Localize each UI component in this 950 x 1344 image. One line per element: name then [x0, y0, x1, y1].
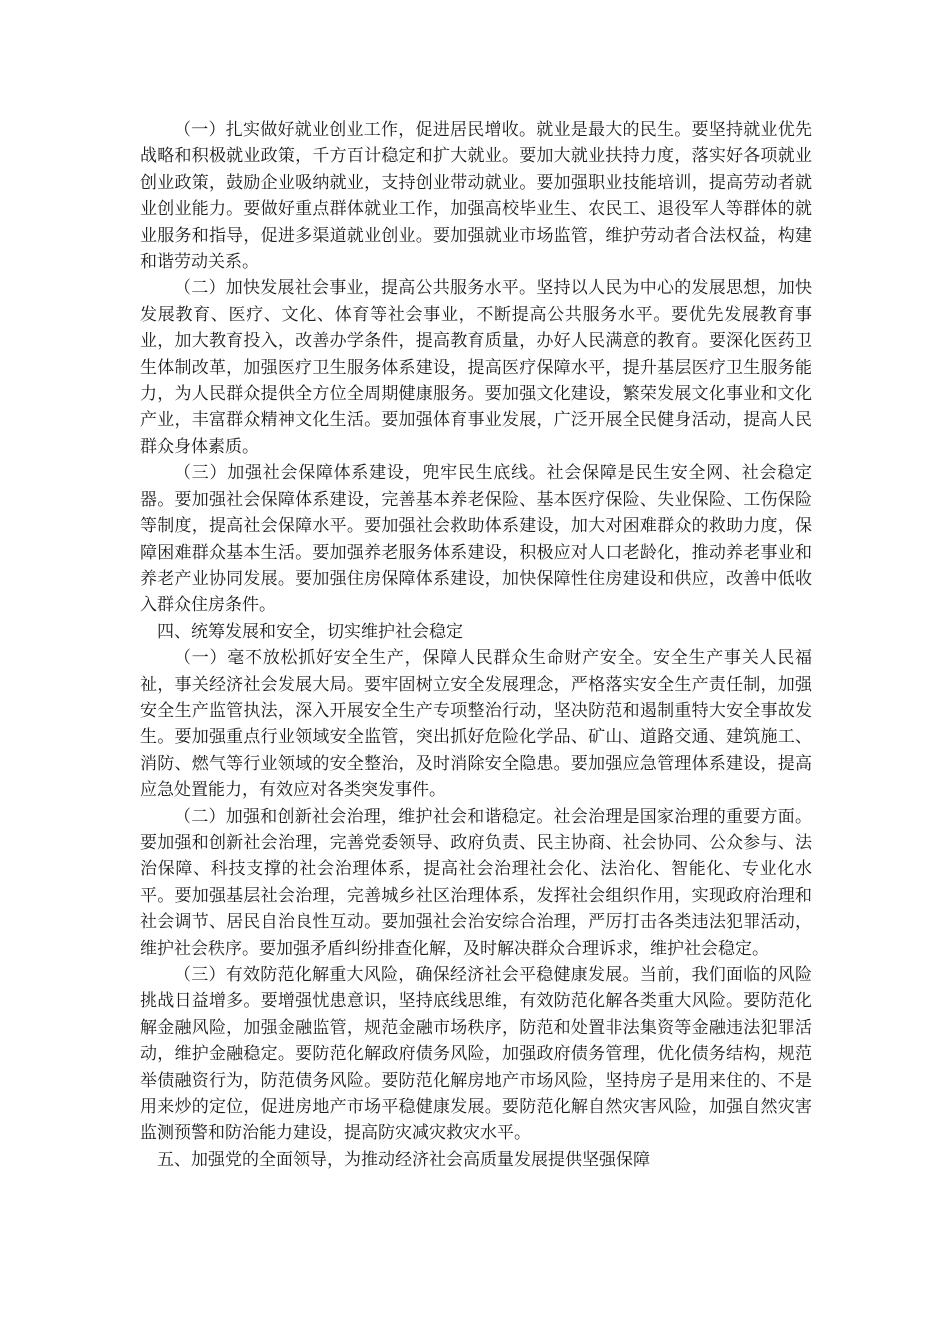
paragraph-work-safety: （一）毫不放松抓好安全生产，保障人民群众生命财产安全。安全生产事关人民福祉，事关经济社会发展大局。要牢固树立安全发展理念，严格落实安全生产责任制，加强安全生产监管执法，深入开展安全生产专项整治行动，坚决防范和遏制重特大安全事故发生。要加强重点行业领域安全监管，突出抓好危险化学品、矿山、道路交通、建筑施工、消防、燃气等行业领域的安全整治，及时消除安全隐患。要加强应急管理体系建设，提高应急处置能力，有效应对各类突发事件。 — [140, 648, 812, 801]
paragraph-social-services: （二）加快发展社会事业，提高公共服务水平。坚持以人民为中心的发展思想，加快发展教育、医疗、文化、体育等社会事业，不断提高公共服务水平。要优先发展教育事业，加大教育投入，改善办学条件，提高教育质量，办好人民满意的教育。要深化医药卫生体制改革，加强医疗卫生服务体系建设，提高医疗保障水平，提升基层医疗卫生服务能力，为人民群众提供全方位全周期健康服务。要加强文化建设，繁荣发展文化事业和文化产业，丰富群众精神文化生活。要加强体育事业发展，广泛开展全民健身活动，提高人民群众身体素质。 — [140, 278, 812, 457]
paragraph-social-security: （三）加强社会保障体系建设，兜牢民生底线。社会保障是民生安全网、社会稳定器。要加强社会保障体系建设，完善基本养老保险、基本医疗保险、失业保险、工伤保险等制度，提高社会保障水平。要加强社会救助体系建设，加大对困难群众的救助力度，保障困难群众基本生活。要加强养老服务体系建设，积极应对人口老龄化，推动养老事业和养老产业协同发展。要加强住房保障体系建设，加快保障性住房建设和供应，改善中低收入群众住房条件。 — [140, 463, 812, 616]
paragraph-social-governance: （二）加强和创新社会治理，维护社会和谐稳定。社会治理是国家治理的重要方面。要加强和创新社会治理，完善党委领导、政府负责、民主协商、社会协同、公众参与、法治保障、科技支撑的社会治理体系，提高社会治理社会化、法治化、智能化、专业化水平。要加强基层社会治理，完善城乡社区治理体系，发挥社会组织作用，实现政府治理和社会调节、居民自治良性互动。要加强社会治安综合治理，严厉打击各类违法犯罪活动，维护社会秩序。要加强矛盾纠纷排查化解，及时解决群众合理诉求，维护社会稳定。 — [140, 806, 812, 959]
section-heading-five: 五、加强党的全面领导，为推动经济社会高质量发展提供坚强保障 — [157, 1149, 650, 1170]
document-body — [140, 117, 812, 1173]
paragraph-employment: （一）扎实做好就业创业工作，促进居民增收。就业是最大的民生。要坚持就业优先战略和积极就业政策，千方百计稳定和扩大就业。要加大就业扶持力度，落实好各项就业创业政策，鼓励企业吸纳就业，支持创业带动就业。要加强职业技能培训，提高劳动者就业创业能力。要做好重点群体就业工作，加强高校毕业生、农民工、退役军人等群体的就业服务和指导，促进多渠道就业创业。要加强就业市场监管，维护劳动者合法权益，构建和谐劳动关系。 — [140, 120, 812, 273]
section-heading-four: 四、统筹发展和安全，切实维护社会稳定 — [157, 621, 463, 642]
paragraph-risk-prevention: （三）有效防范化解重大风险，确保经济社会平稳健康发展。当前，我们面临的风险挑战日益增多。要增强忧患意识，坚持底线思维，有效防范化解各类重大风险。要防范化解金融风险，加强金融监管，规范金融市场秩序，防范和处置非法集资等金融违法犯罪活动，维护金融稳定。要防范化解政府债务风险，加强政府债务管理，优化债务结构，规范举债融资行为，防范债务风险。要防范化解房地产市场风险，坚持房子是用来住的、不是用来炒的定位，促进房地产市场平稳健康发展。要防范化解自然灾害风险，加强自然灾害监测预警和防治能力建设，提高防灾减灾救灾水平。 — [140, 965, 812, 1144]
